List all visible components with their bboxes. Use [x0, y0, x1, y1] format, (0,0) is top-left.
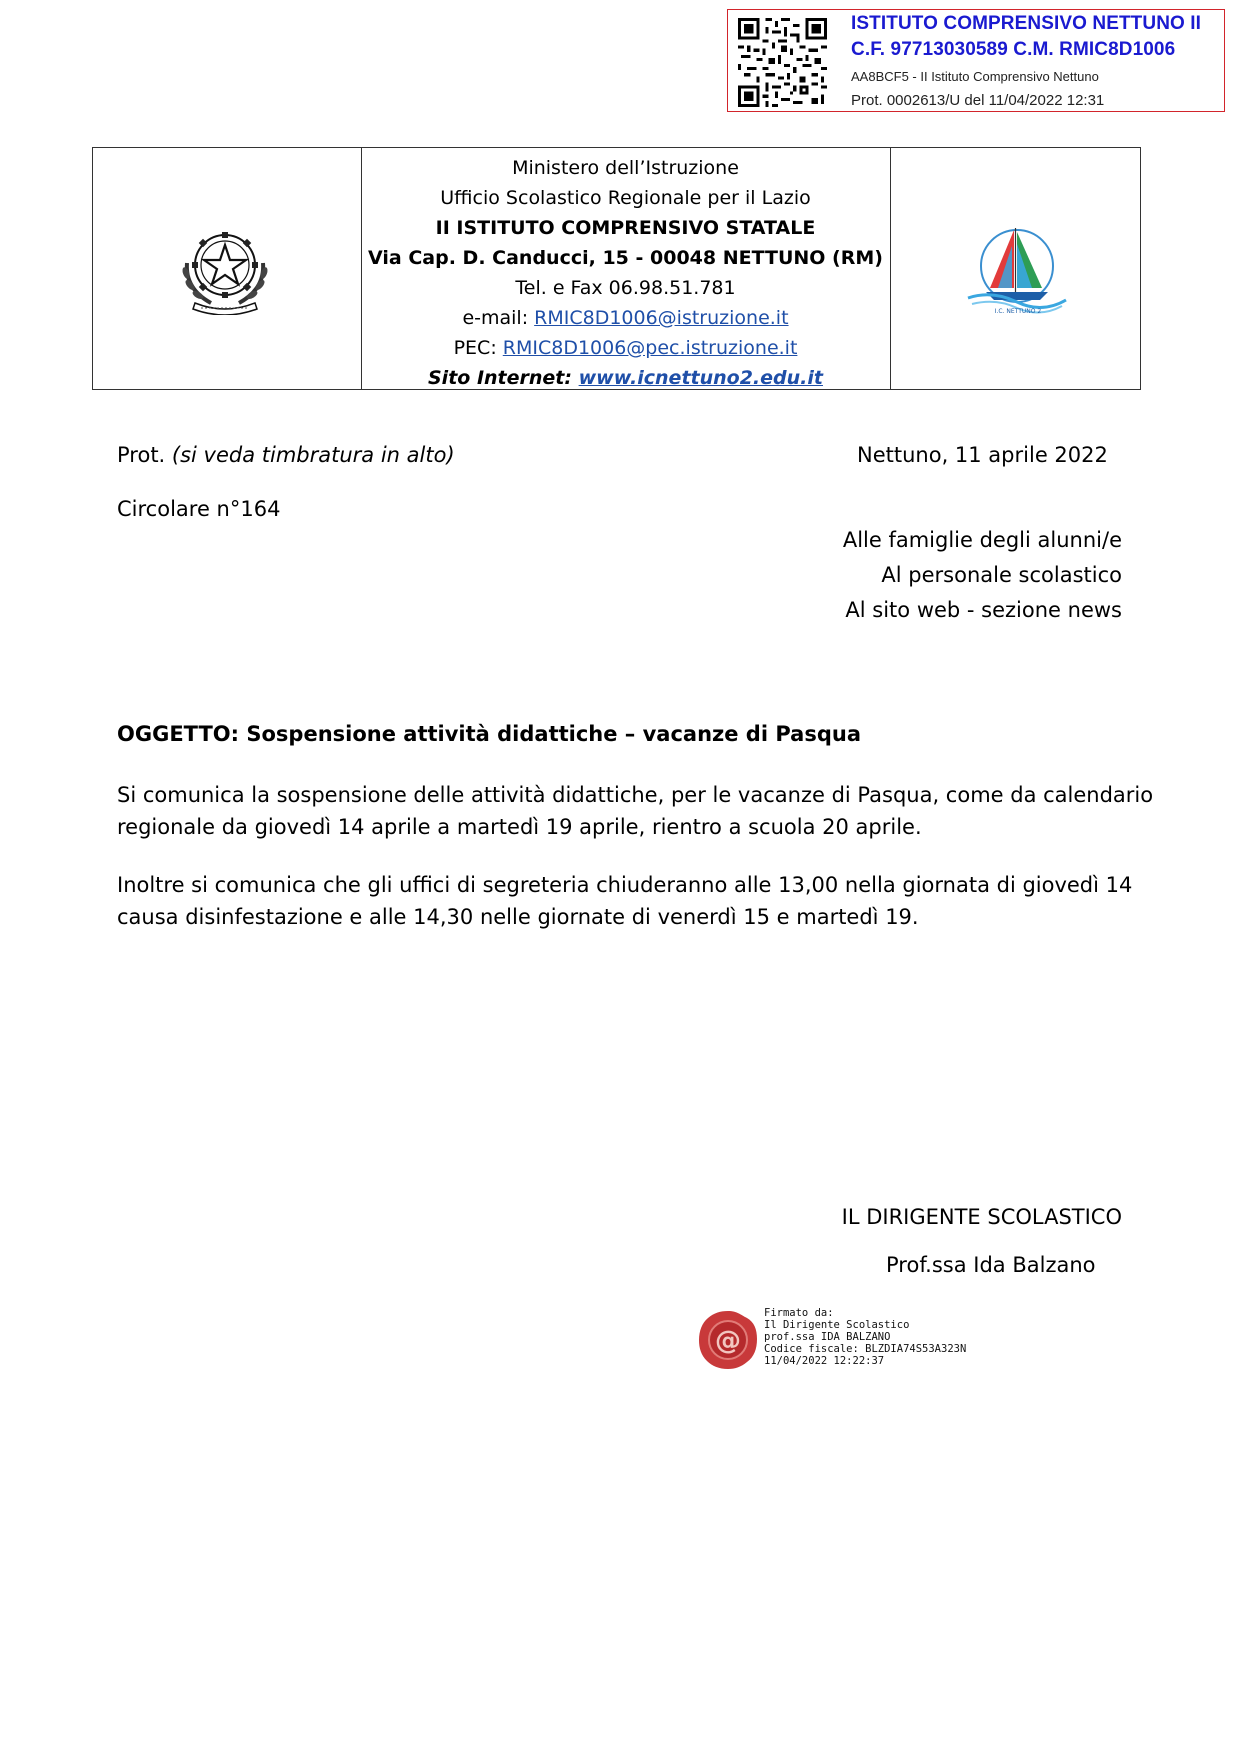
- letterhead-table: [92, 147, 1141, 390]
- letterhead-right-cell: [890, 148, 1140, 389]
- sig-line-4: Codice fiscale: BLZDIA74S53A323N: [764, 1343, 967, 1355]
- subject-line: [117, 720, 861, 748]
- school-name: II ISTITUTO COMPRENSIVO STATALE: [435, 217, 816, 239]
- site-line: [361, 363, 890, 393]
- p2-line-2: causa disinfestazione e alle 14,30 nelle giornate di venerdì 15 e martedì 19.: [117, 905, 919, 929]
- body-paragraph-1: [117, 779, 1154, 843]
- letterhead-left-cell: [93, 148, 362, 389]
- logo-caption: I.C. NETTUNO 2: [994, 308, 1042, 315]
- email-line: [361, 303, 890, 333]
- email-link[interactable]: RMIC8D1006@istruzione.it: [534, 307, 789, 329]
- recipient-families: Alle famiglie degli alunni/e: [842, 528, 1122, 552]
- signatory-name: Prof.ssa Ida Balzano: [886, 1253, 1096, 1277]
- p1-line-1: Si comunica la sospensione delle attività didattiche, per le vacanze di Pasqua, come da calendario: [117, 783, 1154, 807]
- regional-office: Ufficio Scolastico Regionale per il Lazio: [440, 187, 811, 209]
- subject-label: OGGETTO:: [117, 722, 240, 746]
- letterhead-center-cell: [361, 148, 891, 389]
- sig-line-2: Il Dirigente Scolastico: [764, 1319, 910, 1331]
- protocol-line: [117, 441, 455, 469]
- pec-label: PEC:: [453, 337, 503, 359]
- site-link[interactable]: www.icnettuno2.edu.it: [578, 367, 823, 389]
- pec-line: [361, 333, 890, 363]
- site-label: Sito Internet:: [428, 367, 579, 389]
- p1-line-2: regionale da giovedì 14 aprile a martedì 19 aprile, rientro a scuola 20 aprile.: [117, 815, 922, 839]
- stamp-codes: C.F. 97713030589 C.M. RMIC8D1006: [851, 39, 1176, 60]
- recipient-staff: Al personale scolastico: [881, 563, 1122, 587]
- italian-republic-emblem-icon: [175, 223, 275, 315]
- stamp-aoo: AA8BCF5 - II Istituto Comprensivo Nettuno: [851, 69, 1099, 84]
- protocol-stamp: [727, 9, 1225, 112]
- stamp-institute: ISTITUTO COMPRENSIVO NETTUNO II: [851, 13, 1202, 34]
- digital-signature-text: [764, 1307, 966, 1367]
- ministry-name: Ministero dell’Istruzione: [512, 157, 739, 179]
- circular-number: Circolare n°164: [117, 497, 281, 521]
- wax-seal-at-sign-icon: [697, 1309, 759, 1371]
- sig-line-1: Firmato da:: [764, 1307, 834, 1319]
- pec-link[interactable]: RMIC8D1006@pec.istruzione.it: [502, 337, 798, 359]
- subject-text: Sospensione attività didattiche – vacanze di Pasqua: [239, 722, 862, 746]
- signatory-role: IL DIRIGENTE SCOLASTICO: [841, 1205, 1122, 1229]
- qr-code-icon: [738, 18, 827, 107]
- prot-label: Prot.: [117, 443, 172, 467]
- prot-note: (si veda timbratura in alto): [171, 443, 455, 467]
- p2-line-1: Inoltre si comunica che gli uffici di segreteria chiuderanno alle 13,00 nella giornata di giovedì 14: [117, 873, 1133, 897]
- svg-text:@: @: [715, 1326, 741, 1356]
- recipient-website: Al sito web - sezione news: [845, 598, 1122, 622]
- place-date: Nettuno, 11 aprile 2022: [857, 443, 1108, 467]
- sig-line-3: prof.ssa IDA BALZANO: [764, 1331, 891, 1343]
- school-sailboat-logo-icon: [962, 222, 1072, 316]
- stamp-protocol: Prot. 0002613/U del 11/04/2022 12:31: [851, 92, 1105, 109]
- email-label: e-mail:: [462, 307, 535, 329]
- school-address: Via Cap. D. Canducci, 15 - 00048 NETTUNO (RM): [368, 247, 883, 269]
- sig-line-5: 11/04/2022 12:22:37: [764, 1355, 885, 1367]
- body-paragraph-2: [117, 869, 1133, 933]
- school-phone: Tel. e Fax 06.98.51.781: [515, 277, 736, 299]
